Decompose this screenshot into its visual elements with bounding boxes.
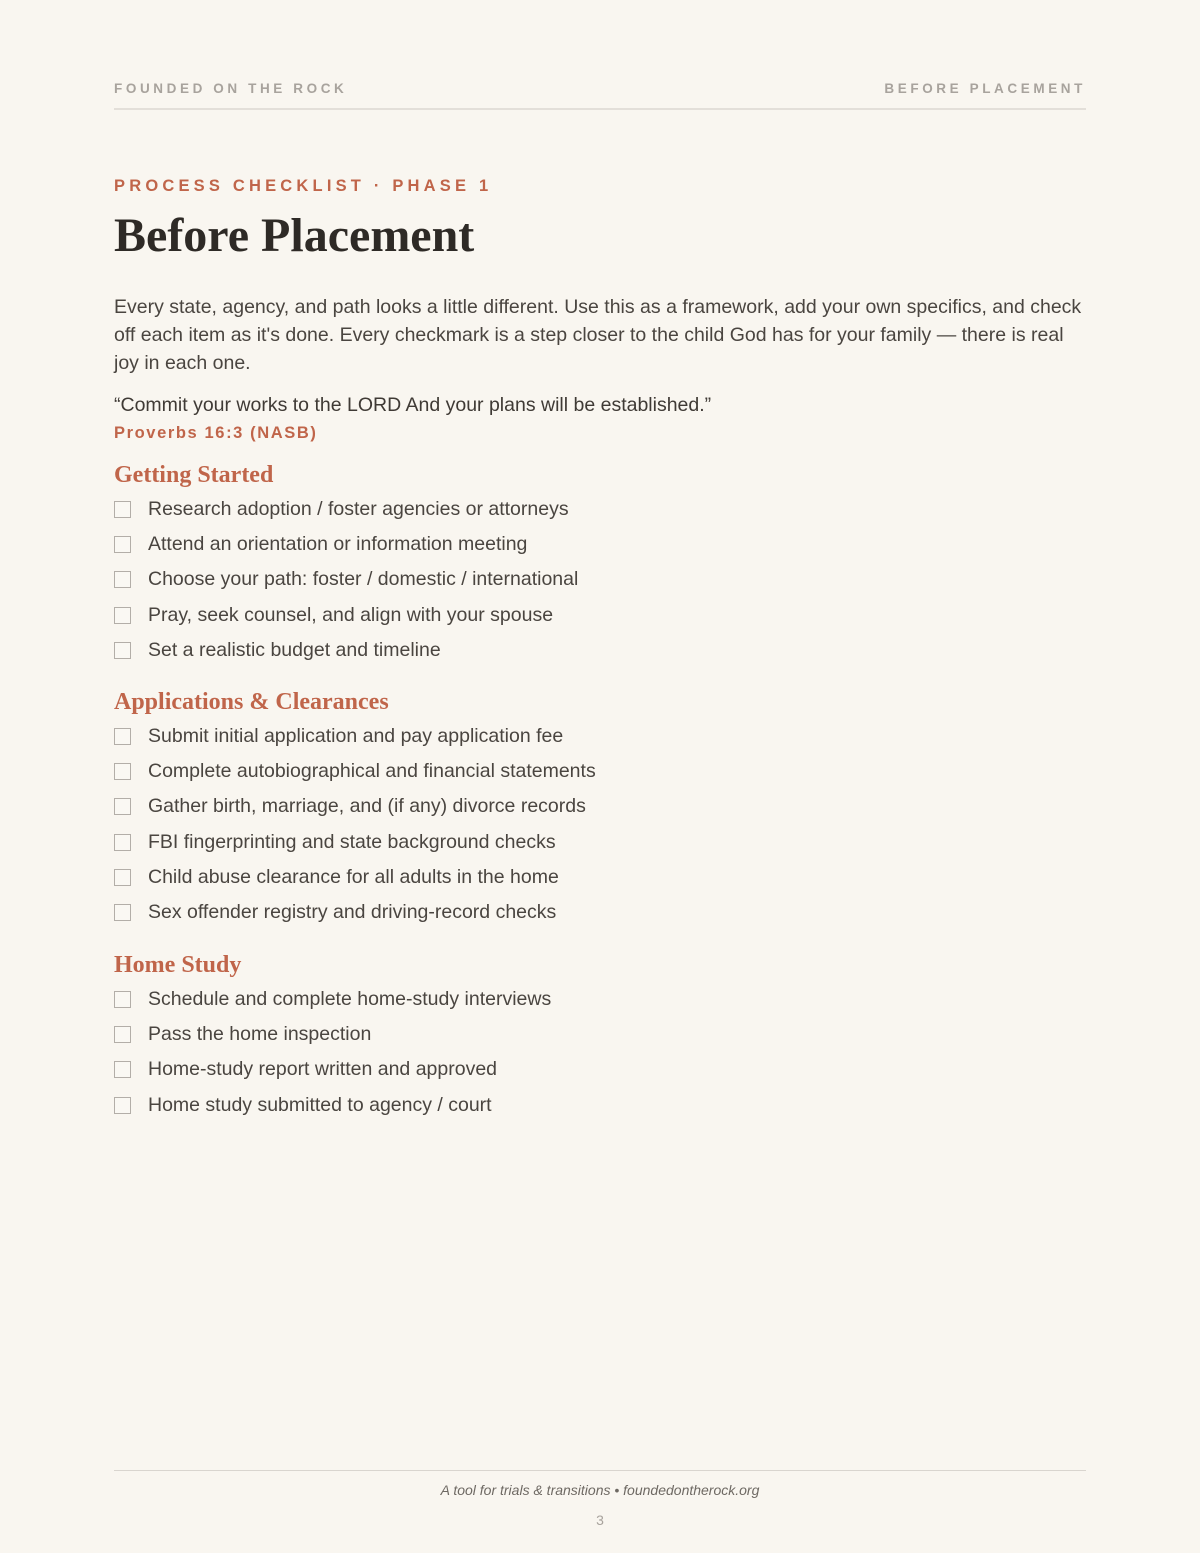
page-number: 3 (596, 1512, 604, 1528)
header-divider (114, 108, 1086, 110)
checklist-item (114, 895, 1086, 930)
checklist-item (114, 1017, 1086, 1052)
checklist-item (114, 825, 1086, 860)
running-header (114, 81, 1086, 96)
checklist-item (114, 598, 1086, 633)
checklist-item (114, 1088, 1086, 1123)
checklist (114, 719, 1086, 930)
header-publication-name: FOUNDED ON THE ROCK (114, 81, 348, 96)
checkbox[interactable] (114, 834, 131, 851)
checklist-item-label: Schedule and complete home-study interviews (148, 988, 552, 1011)
checklist-item-label: Pass the home inspection (148, 1023, 372, 1046)
checklist-item-label: Child abuse clearance for all adults in the home (148, 865, 559, 888)
checklist-item-label: Research adoption / foster agencies or attorneys (148, 498, 569, 521)
checklist-item-label: Sex offender registry and driving-record checks (148, 901, 557, 924)
checkbox[interactable] (114, 904, 131, 921)
checkbox[interactable] (114, 728, 131, 745)
page-title: Before Placement (114, 209, 475, 262)
section-getting-started (114, 458, 1086, 668)
checkbox[interactable] (114, 1026, 131, 1043)
checklist-item (114, 789, 1086, 824)
checklist-item-label: Complete autobiographical and financial statements (148, 760, 596, 783)
checkbox[interactable] (114, 571, 131, 588)
checkbox[interactable] (114, 798, 131, 815)
scripture-citation: Proverbs 16:3 (NASB) (114, 424, 318, 442)
checklist-item-label: Attend an orientation or information meeting (148, 533, 528, 556)
footer-note: A tool for trials & transitions • foundedontherock.org (440, 1482, 760, 1498)
checklist-item (114, 633, 1086, 668)
checkbox[interactable] (114, 1097, 131, 1114)
checkbox[interactable] (114, 991, 131, 1008)
checkbox[interactable] (114, 869, 131, 886)
checkbox[interactable] (114, 607, 131, 624)
checklist-item-label: Submit initial application and pay application fee (148, 725, 564, 748)
checklist-item (114, 527, 1086, 562)
checklist-item-label: Home-study report written and approved (148, 1058, 498, 1081)
section-applications-clearances (114, 685, 1086, 930)
checklist-item (114, 562, 1086, 597)
checklist-item (114, 860, 1086, 895)
checkbox[interactable] (114, 536, 131, 553)
checklist-item (114, 719, 1086, 754)
checklist-item-label: FBI fingerprinting and state background checks (148, 830, 556, 853)
checkbox[interactable] (114, 501, 131, 518)
section-heading: Applications & Clearances (114, 689, 389, 715)
checklist-item-label: Pray, seek counsel, and align with your spouse (148, 603, 554, 626)
checklist-item (114, 492, 1086, 527)
intro-paragraph: Every state, agency, and path looks a little different. Use this as a framework, add your own specifics, and check off each item as it's done. Every checkmark is a step closer to the child God has for your family — there is real joy in each one. (114, 296, 1082, 374)
checklist-item (114, 1052, 1086, 1087)
checklist (114, 492, 1086, 668)
checklist-item-label: Home study submitted to agency / court (148, 1093, 492, 1116)
document-page (114, 0, 1086, 1553)
section-home-study (114, 948, 1086, 1123)
checklist (114, 982, 1086, 1123)
checklist-item-label: Choose your path: foster / domestic / international (148, 568, 579, 591)
checklist-item (114, 754, 1086, 789)
checklist-item (114, 982, 1086, 1017)
scripture-quote: “Commit your works to the LORD And your plans will be established.” (114, 394, 712, 416)
eyebrow-label: PROCESS CHECKLIST · PHASE 1 (114, 177, 493, 195)
header-section-name: BEFORE PLACEMENT (884, 81, 1086, 96)
checkbox[interactable] (114, 1061, 131, 1078)
section-heading: Home Study (114, 952, 242, 978)
section-heading: Getting Started (114, 462, 274, 488)
footer-divider (114, 1470, 1086, 1471)
checkbox[interactable] (114, 763, 131, 780)
checklist-item-label: Gather birth, marriage, and (if any) divorce records (148, 795, 586, 818)
checklist-item-label: Set a realistic budget and timeline (148, 638, 441, 661)
checkbox[interactable] (114, 642, 131, 659)
